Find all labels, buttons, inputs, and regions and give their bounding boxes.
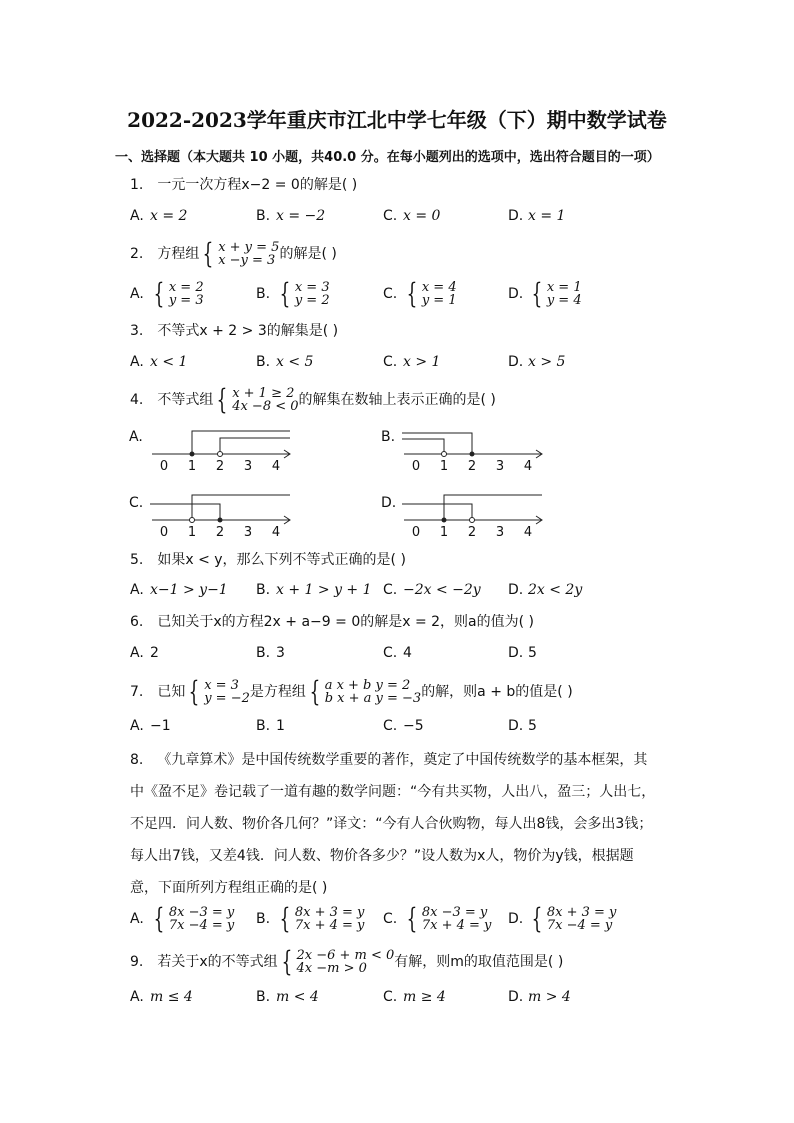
tick-label: 0: [411, 525, 421, 540]
option-a[interactable]: A. −1: [130, 718, 171, 734]
option-c[interactable]: C. { x = 4 y = 1: [383, 277, 457, 310]
option-b[interactable]: B. 3: [256, 645, 285, 661]
question-number: 6.: [130, 614, 144, 630]
option-d[interactable]: D. 2x < 2y: [508, 582, 583, 598]
question-number: 4.: [130, 392, 144, 408]
option-d[interactable]: D. 5: [508, 645, 537, 661]
solution-system: { x = 3 y = −2: [188, 675, 250, 708]
inequality-system: { x + 1 ≥ 2 4x −8 < 0: [216, 383, 299, 416]
equation-system: { x + y = 5 x −y = 3: [202, 237, 280, 270]
option-c[interactable]: C. −2x < −2y: [383, 582, 481, 598]
option-b[interactable]: B. x < 5: [256, 354, 314, 370]
question-7: [130, 675, 573, 708]
tick-label: 0: [159, 459, 169, 474]
question-text: 不等式x + 2 > 3的解集是( ): [157, 323, 339, 339]
question-3: [130, 321, 338, 341]
option-b[interactable]: B. { x = 3 y = 2: [256, 277, 330, 310]
question-4: [130, 383, 496, 416]
option-c[interactable]: C. x = 0: [383, 208, 441, 224]
option-a[interactable]: A. { 8x −3 = y 7x −4 = y: [130, 902, 235, 935]
tick-label: 2: [467, 459, 477, 474]
number-line-a-diagram: [130, 424, 295, 474]
question-text: 《九章算术》是中国传统数学重要的著作，奠定了中国传统数学的基本框架，其中《盈不足》卷记载了一道有趣的数学问题：“今有共买物，人出八，盈三；人出七，不足四．问人数、物价各几何？”译文：“今有人合伙购物，每人出8钱，会多出3钱；每人出7钱，又差4钱．问人数、物价各多少？”设人数为x人，物价为y钱，根据题意，下面所列方程组正确的是( ): [130, 752, 656, 896]
tick-label: 4: [523, 459, 533, 474]
number-line-option-a[interactable]: A. 0 1 2 3 4: [130, 424, 295, 474]
question-text: 的解是( ): [279, 246, 337, 262]
tick-label: 1: [439, 525, 449, 540]
option-c[interactable]: C. −5: [383, 718, 424, 734]
question-text: 的解集在数轴上表示正确的是( ): [298, 392, 496, 408]
question-8: [130, 744, 660, 904]
number-line-d-diagram: [382, 490, 547, 540]
tick-label: 1: [187, 525, 197, 540]
question-number: 2.: [130, 246, 144, 262]
number-line-c-diagram: [130, 490, 295, 540]
tick-label: 0: [411, 459, 421, 474]
question-6: [130, 612, 534, 632]
option-a[interactable]: A. 2: [130, 645, 159, 661]
tick-label: 4: [523, 525, 533, 540]
option-a[interactable]: A. x = 2: [130, 208, 188, 224]
question-9: [130, 945, 564, 978]
option-b[interactable]: B. m < 4: [256, 989, 319, 1005]
question-5: [130, 550, 406, 570]
question-text: 是方程组: [249, 684, 306, 700]
option-d[interactable]: D. m > 4: [508, 989, 571, 1005]
option-d[interactable]: D. { x = 1 y = 4: [508, 277, 582, 310]
number-line-b-diagram: [382, 424, 547, 474]
question-number: 3.: [130, 323, 144, 339]
question-text: 一元一次方程x−2 = 0的解是( ): [157, 177, 358, 193]
number-line-option-d[interactable]: D. 0 1 2 3 4: [382, 490, 547, 540]
option-d[interactable]: D. x > 5: [508, 354, 566, 370]
option-d[interactable]: D. 5: [508, 718, 537, 734]
question-text: 已知关于x的方程2x + a−9 = 0的解是x = 2，则a的值为( ): [157, 614, 534, 630]
tick-label: 2: [215, 459, 225, 474]
tick-label: 3: [495, 459, 505, 474]
number-line-option-c[interactable]: C. 0 1 2 3 4: [130, 490, 295, 540]
tick-label: 1: [187, 459, 197, 474]
question-text: 不等式组: [157, 392, 214, 408]
option-b[interactable]: B. x + 1 > y + 1: [256, 582, 372, 598]
question-text: 的解，则a + b的值是( ): [421, 684, 573, 700]
option-c[interactable]: C. x > 1: [383, 354, 441, 370]
option-a[interactable]: A. x−1 > y−1: [130, 582, 228, 598]
option-a[interactable]: A. { x = 2 y = 3: [130, 277, 204, 310]
question-text: 方程组: [157, 246, 200, 262]
question-text: 有解，则m的取值范围是( ): [394, 954, 564, 970]
tick-label: 2: [467, 525, 477, 540]
option-b[interactable]: B. { 8x + 3 = y 7x + 4 = y: [256, 902, 365, 935]
tick-label: 1: [439, 459, 449, 474]
question-number: 7.: [130, 684, 144, 700]
question-1: [130, 175, 357, 195]
question-text: 若关于x的不等式组: [157, 954, 278, 970]
equation-system: { a x + b y = 2 b x + a y = −3: [309, 675, 422, 708]
tick-label: 2: [215, 525, 225, 540]
option-d[interactable]: D. x = 1: [508, 208, 566, 224]
exam-title: 2022-2023学年重庆市江北中学七年级（下）期中数学试卷: [127, 108, 667, 132]
tick-label: 3: [495, 525, 505, 540]
inequality-system: { 2x −6 + m < 0 4x −m > 0: [281, 945, 395, 978]
question-2: [130, 237, 337, 270]
option-c[interactable]: C. 4: [383, 645, 412, 661]
option-c[interactable]: C. { 8x −3 = y 7x + 4 = y: [383, 902, 492, 935]
number-line-option-b[interactable]: B. 0 1 2 3 4: [382, 424, 547, 474]
tick-label: 0: [159, 525, 169, 540]
tick-label: 3: [243, 459, 253, 474]
option-a[interactable]: A. m ≤ 4: [130, 989, 193, 1005]
option-c[interactable]: C. m ≥ 4: [383, 989, 446, 1005]
question-number: 1.: [130, 177, 144, 193]
option-a[interactable]: A. x < 1: [130, 354, 188, 370]
option-d[interactable]: D. { 8x + 3 = y 7x −4 = y: [508, 902, 617, 935]
tick-label: 4: [271, 459, 281, 474]
section-heading: 一、选择题（本大题共 10 小题，共40.0 分。在每小题列出的选项中，选出符合题目的一项）: [115, 150, 660, 165]
question-text: 如果x < y，那么下列不等式正确的是( ): [157, 552, 406, 568]
question-number: 9.: [130, 954, 144, 970]
tick-label: 4: [271, 525, 281, 540]
option-b[interactable]: B. 1: [256, 718, 285, 734]
question-number: 5.: [130, 552, 144, 568]
option-b[interactable]: B. x = −2: [256, 208, 326, 224]
question-text: 已知: [157, 684, 186, 700]
question-number: 8.: [130, 752, 144, 768]
tick-label: 3: [243, 525, 253, 540]
